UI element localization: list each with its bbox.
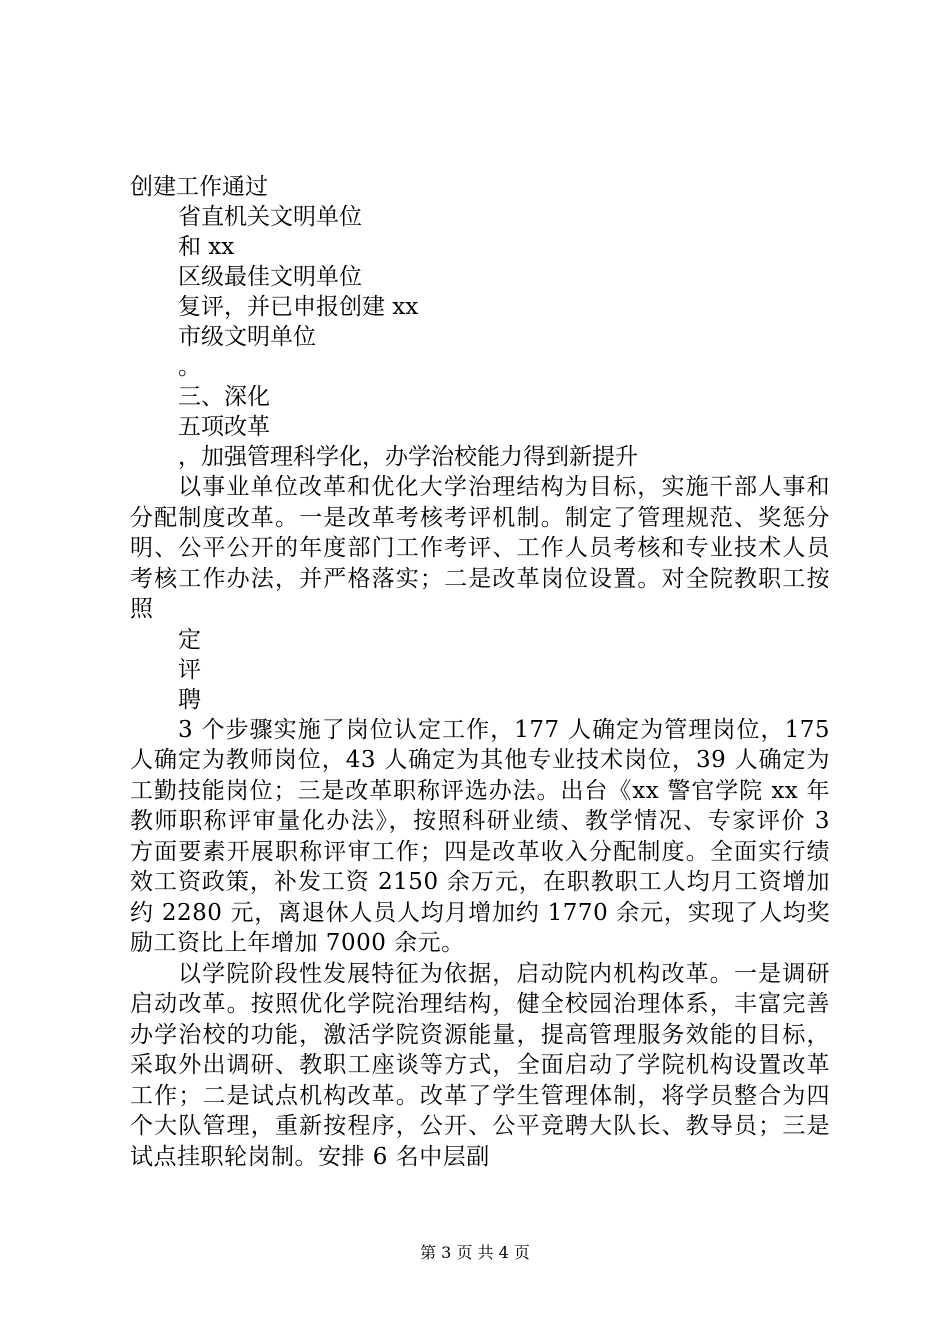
section-heading: 三、深化 xyxy=(178,384,270,410)
paragraph-reform-results: 3 个步骤实施了岗位认定工作，177 人确定为管理岗位，175 人确定为教师岗位，43 人确定为其他专业技术岗位，39 人确定为工勤技能岗位；三是改革职称评选办法。出台《xx 警官学院 xx 年教师职称评审量化办法》，按照科研业绩、教学情况、专家评价 3 方面要素开展职称评审工作；四是改革收入分配制度。全面实行绩效工资政策，补发工资 2150 余万元，在职教职工人均月工资增加约 2280 元，离退休人员人均月增加约 1770 余元，实现了人均奖励工资比上年增加 7000 余元。 xyxy=(130,716,830,956)
step-item: 定 xyxy=(178,626,201,653)
text-line: 省直机关文明单位 xyxy=(178,204,362,230)
text-line: 。 xyxy=(178,354,201,380)
step-item: 评 xyxy=(178,656,201,683)
text-line: 五项改革 xyxy=(178,414,270,440)
text-line: 区级最佳文明单位 xyxy=(178,264,362,290)
document-body xyxy=(130,172,830,1172)
text-line: ，加强管理科学化，办学治校能力得到新提升 xyxy=(178,444,638,470)
paragraph-reform-personnel: 以事业单位改革和优化大学治理结构为目标，实施干部人事和分配制度改革。一是改革考核考评机制。制定了管理规范、奖惩分明、公平公开的年度部门工作考评、工作人员考核和专业技术人员考核工作办法，并严格落实；二是改革岗位设置。对全院教职工按照 xyxy=(130,474,830,622)
text-line: 市级文明单位 xyxy=(178,324,316,350)
text-line: 和 xx xyxy=(178,234,235,260)
page-footer: 第 3 页 共 4 页 xyxy=(420,1243,530,1262)
text-line: 创建工作通过 xyxy=(130,174,268,200)
paragraph-institution-reform: 以学院阶段性发展特征为依据，启动院内机构改革。一是调研启动改革。按照优化学院治理结构，健全校园治理体系，丰富完善办学治校的功能，激活学院资源能量，提高管理服务效能的目标，采取外出调研、教职工座谈等方式，全面启动了学院机构设置改革工作；二是试点机构改革。改革了学生管理体制，将学员整合为四个大队管理，重新按程序，公开、公平竞聘大队长、教导员；三是试点挂职轮岗制。安排 6 名中层副 xyxy=(130,960,830,1170)
step-item: 聘 xyxy=(178,686,201,713)
text-line: 复评，并已申报创建 xx xyxy=(178,294,419,320)
